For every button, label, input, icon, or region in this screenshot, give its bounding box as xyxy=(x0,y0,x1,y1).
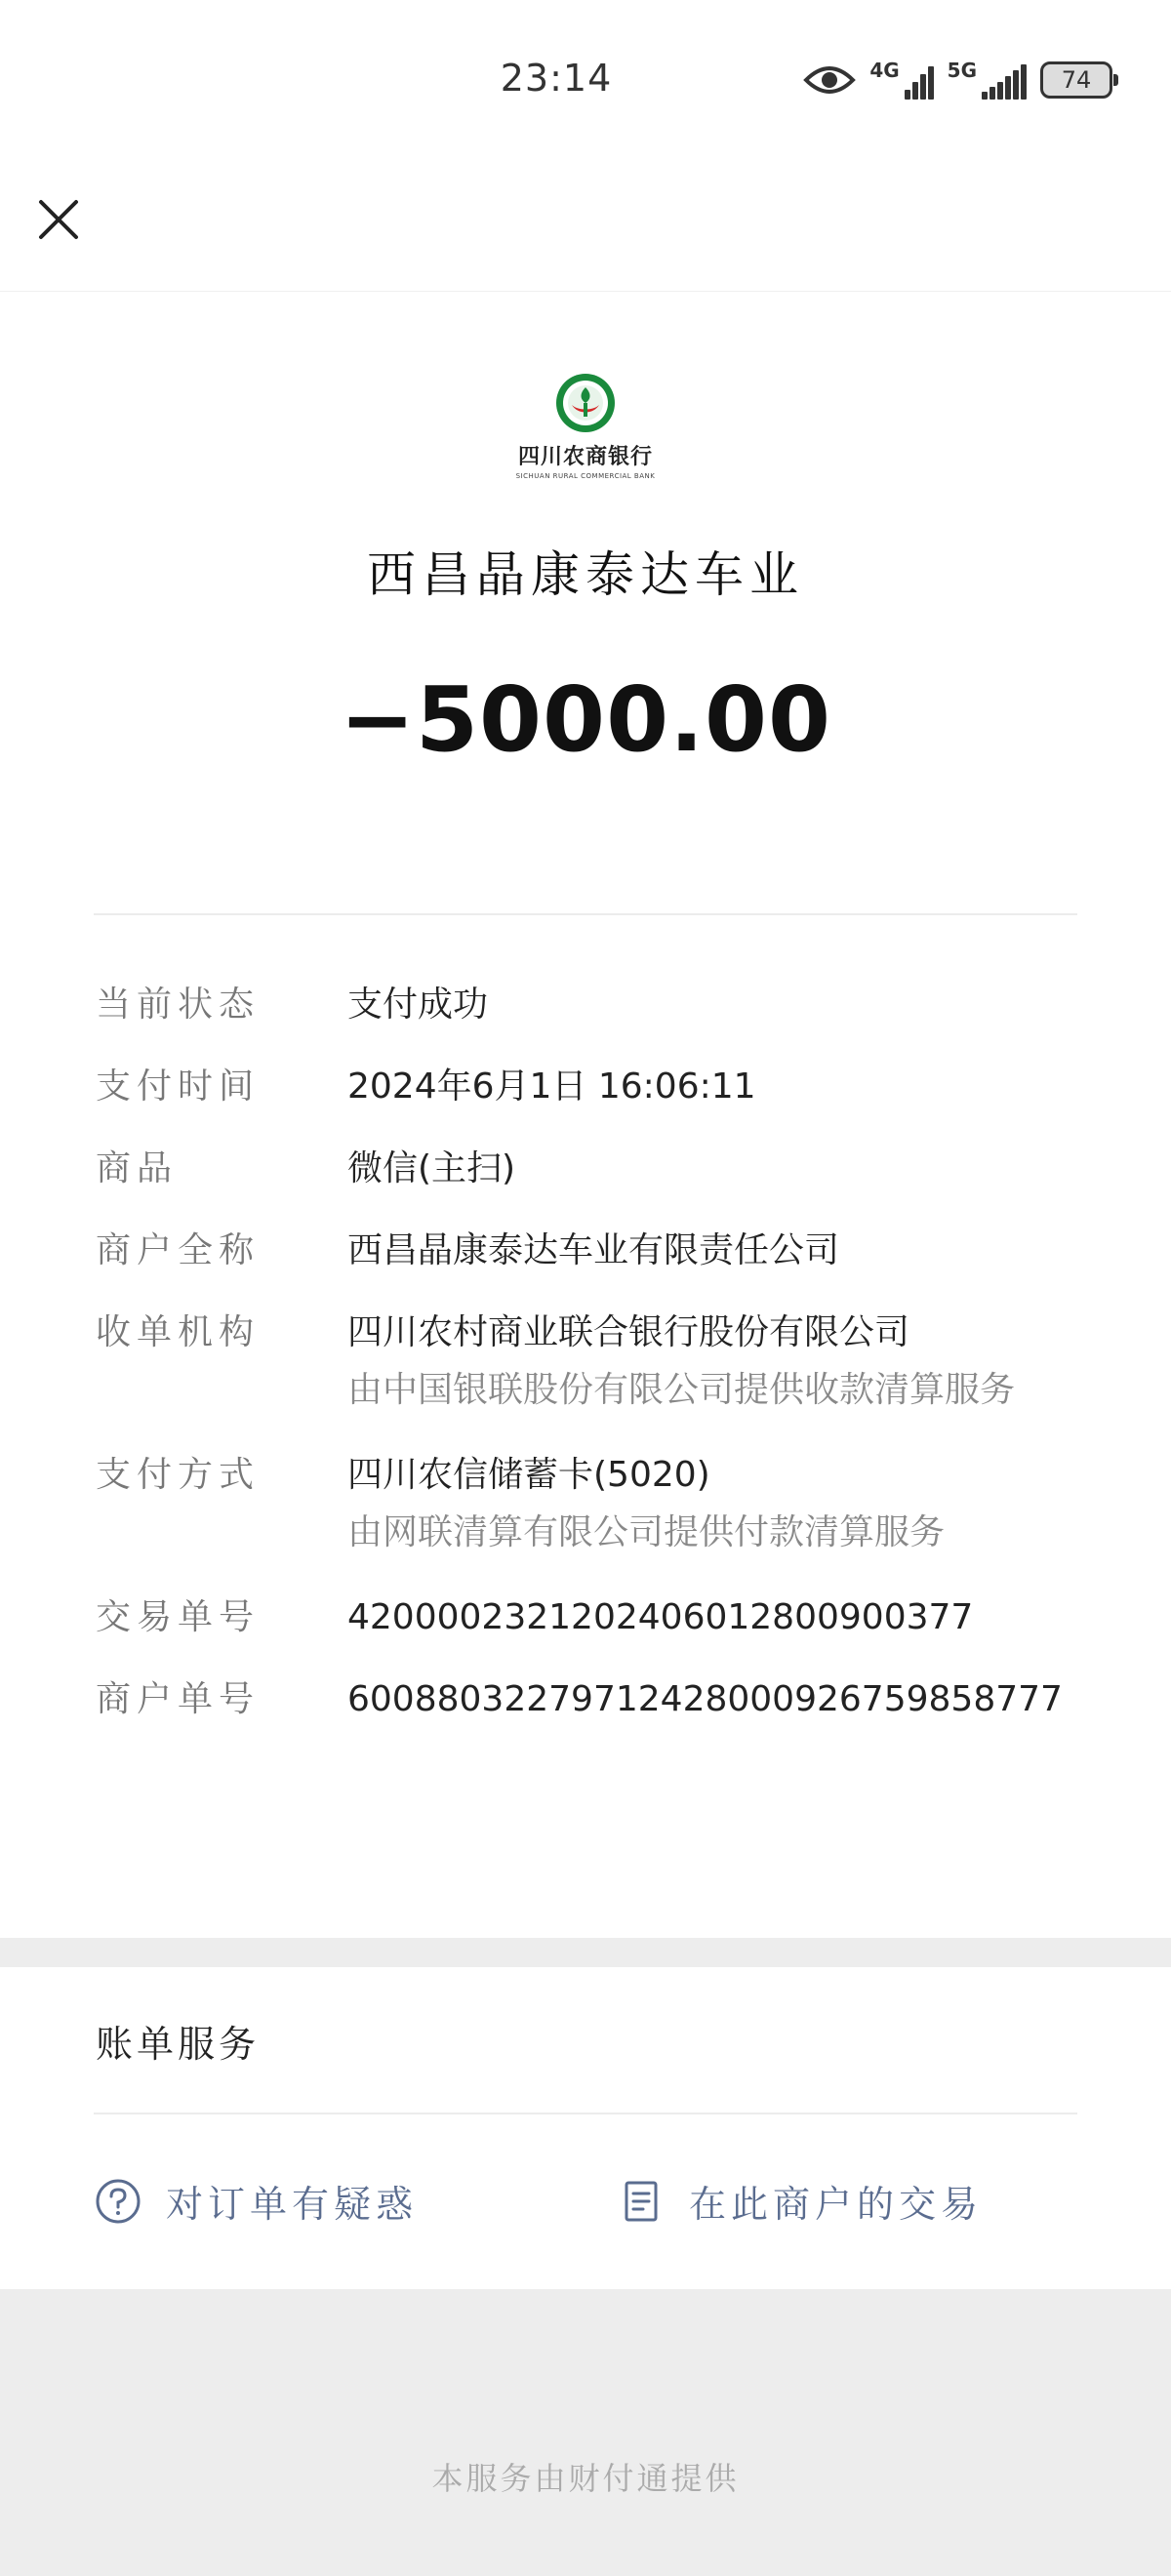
detail-row-status xyxy=(96,980,1081,1030)
detail-row-order xyxy=(96,1674,1081,1725)
merchant-history-label: 在此商户的交易 xyxy=(689,2183,984,2226)
order-value: 60088032279712428000926759858777 xyxy=(347,1679,1063,1719)
document-icon xyxy=(617,2177,666,2226)
close-button[interactable] xyxy=(29,190,88,249)
order-label: 商户单号 xyxy=(96,1679,261,1719)
bank-name-cn: 四川农商银行 xyxy=(517,444,653,469)
method-value: 四川农信储蓄卡(5020) xyxy=(347,1455,710,1495)
merchant-name: 西昌晶康泰达车业 xyxy=(367,546,804,603)
order-question-link[interactable] xyxy=(94,2174,418,2228)
status-label: 当前状态 xyxy=(96,985,261,1025)
question-circle-icon xyxy=(94,2177,142,2226)
bank-name-en: SICHUAN RURAL COMMERCIAL BANK xyxy=(515,472,656,480)
detail-row-method xyxy=(96,1450,1081,1561)
signal-5g-icon: 5G xyxy=(948,60,1027,100)
goods-label: 商品 xyxy=(96,1148,179,1188)
bank-emblem-icon xyxy=(554,372,617,434)
acquirer-sub: 由中国银联股份有限公司提供收款清算服务 xyxy=(347,1370,1016,1410)
status-value: 支付成功 xyxy=(347,985,489,1025)
footer-provider-text: 本服务由财付通提供 xyxy=(431,2460,740,2497)
divider xyxy=(94,2113,1077,2114)
service-title: 账单服务 xyxy=(96,2023,261,2066)
time-label: 支付时间 xyxy=(96,1067,261,1107)
bank-logo xyxy=(0,372,1171,480)
battery-icon xyxy=(1040,61,1112,99)
merchant-value: 西昌晶康泰达车业有限责任公司 xyxy=(347,1230,840,1270)
close-icon xyxy=(35,196,82,243)
time-value: 2024年6月1日 16:06:11 xyxy=(347,1067,756,1107)
nav-bar xyxy=(0,166,1171,293)
detail-row-time xyxy=(96,1062,1081,1112)
battery-level: 74 xyxy=(1061,66,1092,94)
detail-list xyxy=(96,980,1081,1756)
detail-row-acquirer xyxy=(96,1308,1081,1419)
divider xyxy=(94,913,1077,915)
status-time: 23:14 xyxy=(500,57,613,100)
detail-row-merchant xyxy=(96,1226,1081,1276)
eye-icon xyxy=(803,62,856,98)
status-bar xyxy=(0,0,1171,166)
txn-label: 交易单号 xyxy=(96,1597,261,1637)
acquirer-label: 收单机构 xyxy=(96,1312,261,1352)
payment-amount: −5000.00 xyxy=(339,667,832,772)
bill-detail-card xyxy=(0,291,1171,1939)
order-question-label: 对订单有疑惑 xyxy=(166,2183,419,2226)
detail-row-goods xyxy=(96,1144,1081,1194)
signal-4g-icon: 4G xyxy=(869,60,933,100)
merchant-history-link[interactable] xyxy=(617,2174,983,2228)
acquirer-value: 四川农村商业联合银行股份有限公司 xyxy=(347,1312,910,1352)
section-gap xyxy=(0,1938,1171,1967)
goods-value: 微信(主扫) xyxy=(347,1148,516,1188)
txn-value: 4200002321202406012800900377 xyxy=(347,1597,974,1637)
merchant-label: 商户全称 xyxy=(96,1230,261,1270)
detail-row-txn xyxy=(96,1592,1081,1643)
bill-service-section xyxy=(0,1967,1171,2289)
method-label: 支付方式 xyxy=(96,1455,261,1495)
status-icons xyxy=(803,60,1112,100)
method-sub: 由网联清算有限公司提供付款清算服务 xyxy=(347,1512,946,1552)
